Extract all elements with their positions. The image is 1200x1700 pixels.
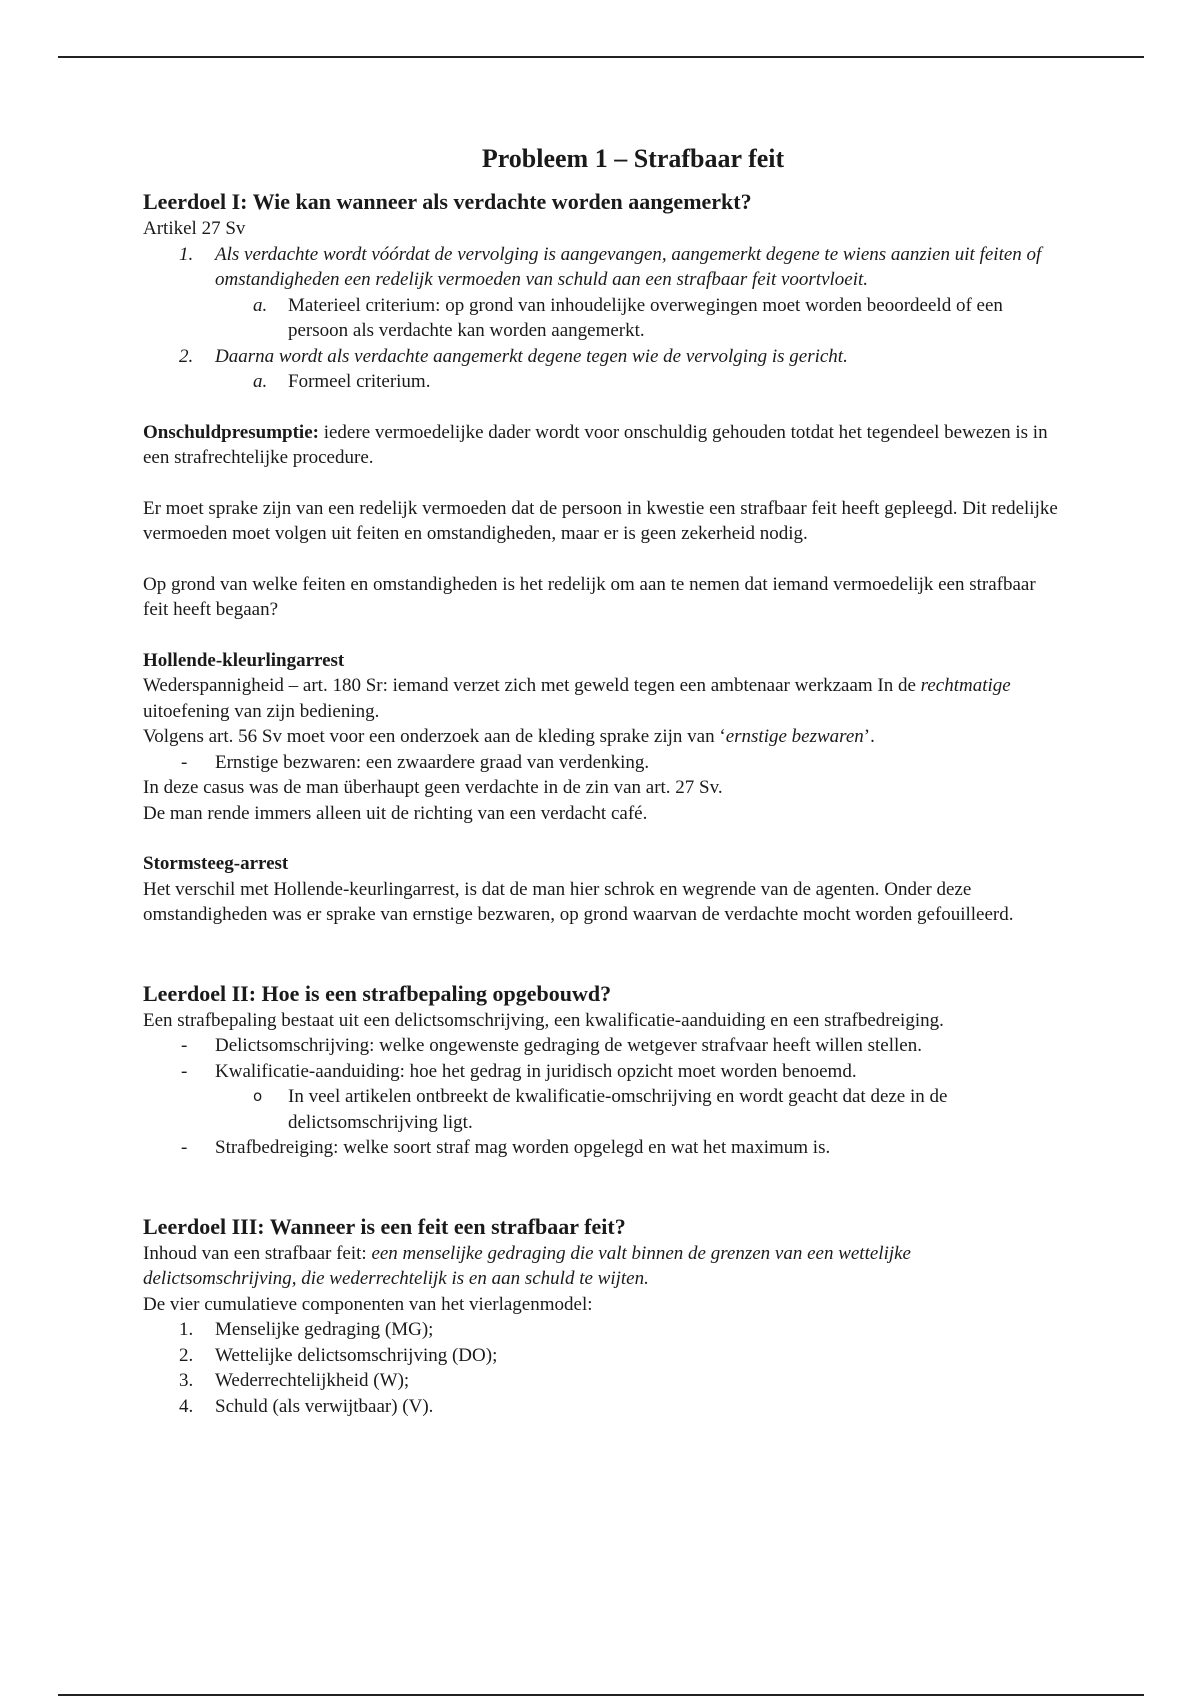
heading-hollende-kleurlingarrest: Hollende-kleurlingarrest xyxy=(143,649,345,671)
list-item-text: Menselijke gedraging (MG); xyxy=(215,1319,434,1340)
list-marker: o xyxy=(253,1087,263,1105)
paragraph: Op grond van welke feiten en omstandigheden is het redelijk om aan te nemen dat iemand vermoedelijk een strafbaar feit heeft begaan? xyxy=(143,573,1036,620)
text-segment: Inhoud van een strafbaar feit: xyxy=(143,1242,372,1264)
list-item xyxy=(143,344,1063,370)
paragraph xyxy=(143,724,1063,750)
text-segment: uitoefening van zijn bediening. xyxy=(143,700,380,722)
paragraph: De vier cumulatieve componenten van het vierlagenmodel: xyxy=(143,1293,593,1315)
list-item xyxy=(143,1135,1063,1161)
list-item xyxy=(143,1343,1063,1369)
list-item-text: Schuld (als verwijtbaar) (V). xyxy=(215,1395,434,1417)
list-item-text: Formeel criterium. xyxy=(288,371,431,392)
list-marker: 2. xyxy=(179,1344,194,1366)
list-marker: - xyxy=(181,1137,188,1158)
list-item-text: Materieel criterium: op grond van inhoudelijke overwegingen moet worden beoordeeld of een persoon als verdachte kan worden aangemerkt. xyxy=(288,294,1003,341)
article-reference: Artikel 27 Sv xyxy=(143,218,246,239)
paragraph: Er moet sprake zijn van een redelijk vermoeden dat de persoon in kwestie een strafbaar feit heeft gepleegd. Dit redelijke vermoeden moet volgen uit feiten en omstandigheden, maar er is geen zekerheid nodig. xyxy=(143,497,1058,544)
paragraph xyxy=(143,1241,1063,1292)
list-item-text: Strafbedreiging: welke soort straf mag worden opgelegd en wat het maximum is. xyxy=(215,1137,831,1158)
paragraph: Het verschil met Hollende-keurlingarrest, is dat de man hier schrok en wegrende van de agenten. Onder deze omstandigheden was er sprake van ernstige bezwaren, op grond waarvan de verdachte mocht worden gefouilleerd. xyxy=(143,878,1014,925)
list-item xyxy=(143,369,1063,395)
list-marker: 2. xyxy=(179,345,194,367)
heading-leerdoel-1: Leerdoel I: Wie kan wanneer als verdachte worden aangemerkt? xyxy=(143,189,752,214)
list-item-text: Daarna wordt als verdachte aangemerkt degene tegen wie de vervolging is gericht. xyxy=(215,345,848,367)
list-item-text: Wederrechtelijkheid (W); xyxy=(215,1370,410,1391)
list-marker: - xyxy=(181,1035,188,1056)
text-segment: Wederspannigheid – art. 180 Sr: iemand verzet zich met geweld tegen een ambtenaar werkzaam In de xyxy=(143,675,921,696)
text-segment-italic: ernstige bezwaren xyxy=(725,726,864,747)
list-marker: 4. xyxy=(179,1395,194,1417)
list-item-text: Als verdachte wordt vóórdat de vervolging is aangevangen, aangemerkt degene te wiens aanzien uit feiten of omstandigheden een redelijk vermoeden van schuld aan een strafbaar feit voortvloeit. xyxy=(215,243,1042,290)
list-marker: - xyxy=(181,751,188,773)
presumption-label: Onschuldpresumptie: xyxy=(143,421,319,443)
presumption-paragraph xyxy=(143,420,1063,471)
list-item-text: Delictsomschrijving: welke ongewenste gedraging de wetgever strafvaar heeft willen stellen. xyxy=(215,1035,922,1056)
list-item xyxy=(143,1317,1063,1343)
text-segment-italic: rechtmatige xyxy=(920,675,1011,696)
paragraph: De man rende immers alleen uit de richting van een verdacht café. xyxy=(143,802,648,824)
list-item-text: Wettelijke delictsomschrijving (DO); xyxy=(215,1344,498,1366)
top-rule xyxy=(58,56,1144,58)
list-item-text: In veel artikelen ontbreekt de kwalificatie-omschrijving en wordt geacht dat deze in de delictsomschrijving ligt. xyxy=(288,1086,948,1133)
heading-stormsteeg-arrest: Stormsteeg-arrest xyxy=(143,853,289,874)
list-item xyxy=(143,1033,1063,1059)
list-item xyxy=(143,293,1063,344)
text-segment: ’. xyxy=(863,726,875,747)
paragraph xyxy=(143,673,1063,724)
list-item xyxy=(143,1394,1063,1420)
list-marker: a. xyxy=(253,294,268,316)
list-marker: 3. xyxy=(179,1370,194,1391)
paragraph: Een strafbepaling bestaat uit een delictsomschrijving, een kwalificatie-aanduiding en een strafbedreiging. xyxy=(143,1009,944,1031)
list-marker: 1. xyxy=(179,1319,194,1340)
text-segment-italic: een menselijke gedraging die valt binnen de grenzen van een wettelijke delictsomschrijving, die wederrechtelijk is en aan schuld te wijten. xyxy=(143,1242,911,1289)
text-segment: Volgens art. 56 Sv moet voor een onderzoek aan de kleding sprake zijn van ‘ xyxy=(143,726,726,747)
list-marker: - xyxy=(181,1060,188,1082)
heading-leerdoel-2: Leerdoel II: Hoe is een strafbepaling opgebouwd? xyxy=(143,980,612,1006)
list-item xyxy=(143,1368,1063,1394)
list-item-text: Ernstige bezwaren: een zwaardere graad van verdenking. xyxy=(215,751,650,773)
heading-leerdoel-3: Leerdoel III: Wanneer is een feit een strafbaar feit? xyxy=(143,1213,626,1239)
list-item xyxy=(143,750,1063,776)
document-body xyxy=(143,142,1063,1419)
list-marker: a. xyxy=(253,371,268,392)
list-marker: 1. xyxy=(179,243,194,265)
bottom-rule xyxy=(58,1694,1144,1696)
page-title: Probleem 1 – Strafbaar feit xyxy=(481,144,785,173)
presumption-text: iedere vermoedelijke dader wordt voor onschuldig gehouden totdat het tegendeel bewezen is in een strafrechtelijke procedure. xyxy=(143,421,1048,468)
list-item xyxy=(143,1084,1063,1135)
paragraph: In deze casus was de man überhaupt geen verdachte in de zin van art. 27 Sv. xyxy=(143,777,723,798)
list-item-text: Kwalificatie-aanduiding: hoe het gedrag in juridisch opzicht moet worden benoemd. xyxy=(215,1060,857,1082)
list-item xyxy=(143,1059,1063,1085)
list-item xyxy=(143,242,1063,293)
